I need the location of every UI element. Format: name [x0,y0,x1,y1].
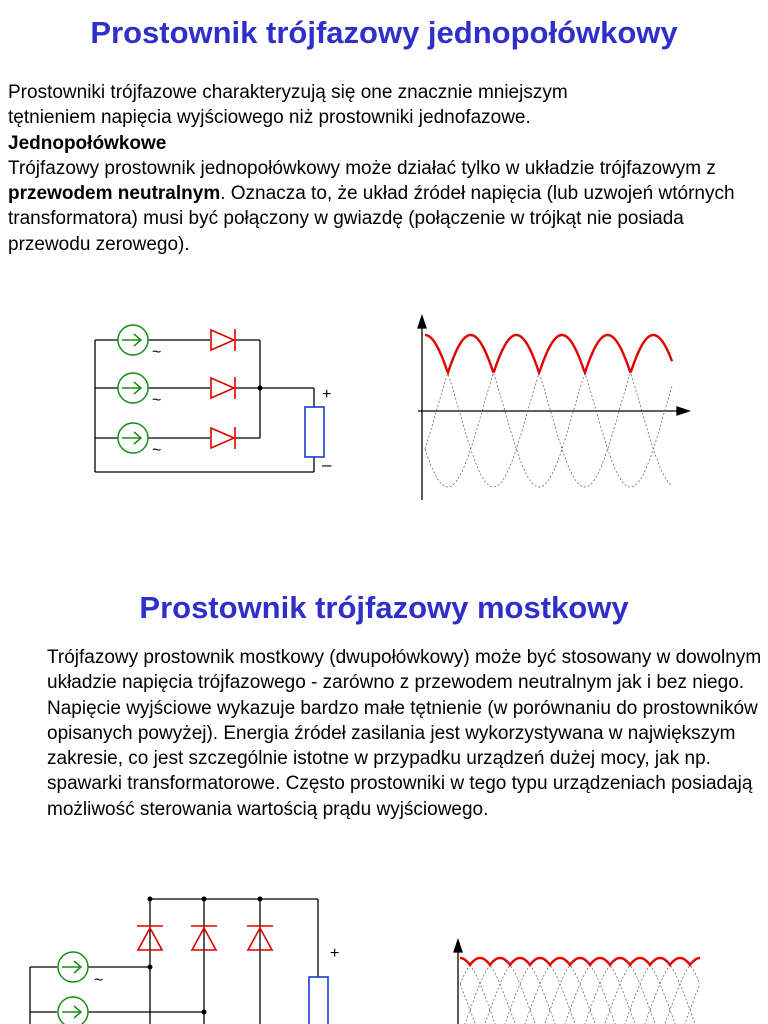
bridge-source-2 [58,997,88,1024]
voltage-source-2 [118,373,148,403]
voltage-source-3 [118,423,148,453]
diode-3 [211,427,235,449]
section2-title: Prostownik trójfazowy mostkowy [139,590,629,625]
minus-label: – [322,455,332,474]
phase-curve-3 [460,958,700,1024]
ac-symbol-3: ~ [152,442,162,459]
ac-symbol-2: ~ [152,392,162,409]
section1-text [8,80,763,257]
body-end: . Oznacza to, że układ źródeł napięcia (lub uzwojeń wtórnych transformatora) musi być połączony w gwiazdę (połączenie w trójkąt nie posiada przewodu zerowego). [8,183,735,255]
diode-2 [211,377,235,399]
body-bold: przewodem neutralnym [8,183,221,205]
ac-symbol-1: ~ [152,344,162,361]
diode-1 [211,329,235,351]
body-start: Trójfazowy prostownik jednopołówkowy może działać tylko w układzie trójfazowym z [8,157,716,179]
intro-line-1: Prostowniki trójfazowe charakteryzują się one znacznie mniejszym [8,82,568,103]
section1-title: Prostownik trójfazowy jednopołówkowy [90,15,678,50]
phase-curve-2 [425,335,672,487]
phase-curve-inverted-3 [460,958,700,1024]
phase-curve-2 [460,958,700,1024]
phase-curve-3 [425,335,672,487]
rectified-output-curve [460,958,700,965]
section2-text: Trójfazowy prostownik mostkowy (dwupołówkowy) może być stosowany w dowolnym układzie napięcia trójfazowego - zarówno z przewodem neutralnym jak i bez niego. Napięcie wyjściowe wykazuje bardzo małe tętnienie (w porównaniu do prostowników opisanych powyżej). Energia źródeł zasilania jest wykorzystywana w największym zakresie, co jest szczególnie istotne w przypadku urządzeń dużej mocy, jak np. spawarki transformatorowe. Często prostowniki w tego typu urządzeniach posiadają możliwość sterowania wartością prądu wyjściowego. [47,647,762,820]
bridge-diode-1 [137,926,163,950]
phase-curve-1 [425,335,672,487]
bridge-diode-3 [247,926,273,950]
load-resistor [305,407,324,457]
bridge-ac-symbol: ~ [94,972,104,989]
bridge-diode-2 [191,926,217,950]
subheading: Jednopołówkowe [8,132,167,154]
intro-line-2: tętnieniem napięcia wyjściowego niż prostowniki jednofazowe. [8,107,531,129]
bridge-load-resistor [309,977,328,1024]
plus-label: + [322,386,332,403]
phase-curve-inverted-1 [460,958,700,1024]
bridge-source-1 [58,952,88,982]
rectified-output-curve [425,335,672,373]
phase-curve-inverted-2 [460,958,700,1024]
bridge-plus-label: + [330,945,340,962]
voltage-source-1 [118,325,148,355]
phase-curve-1 [460,958,700,1024]
